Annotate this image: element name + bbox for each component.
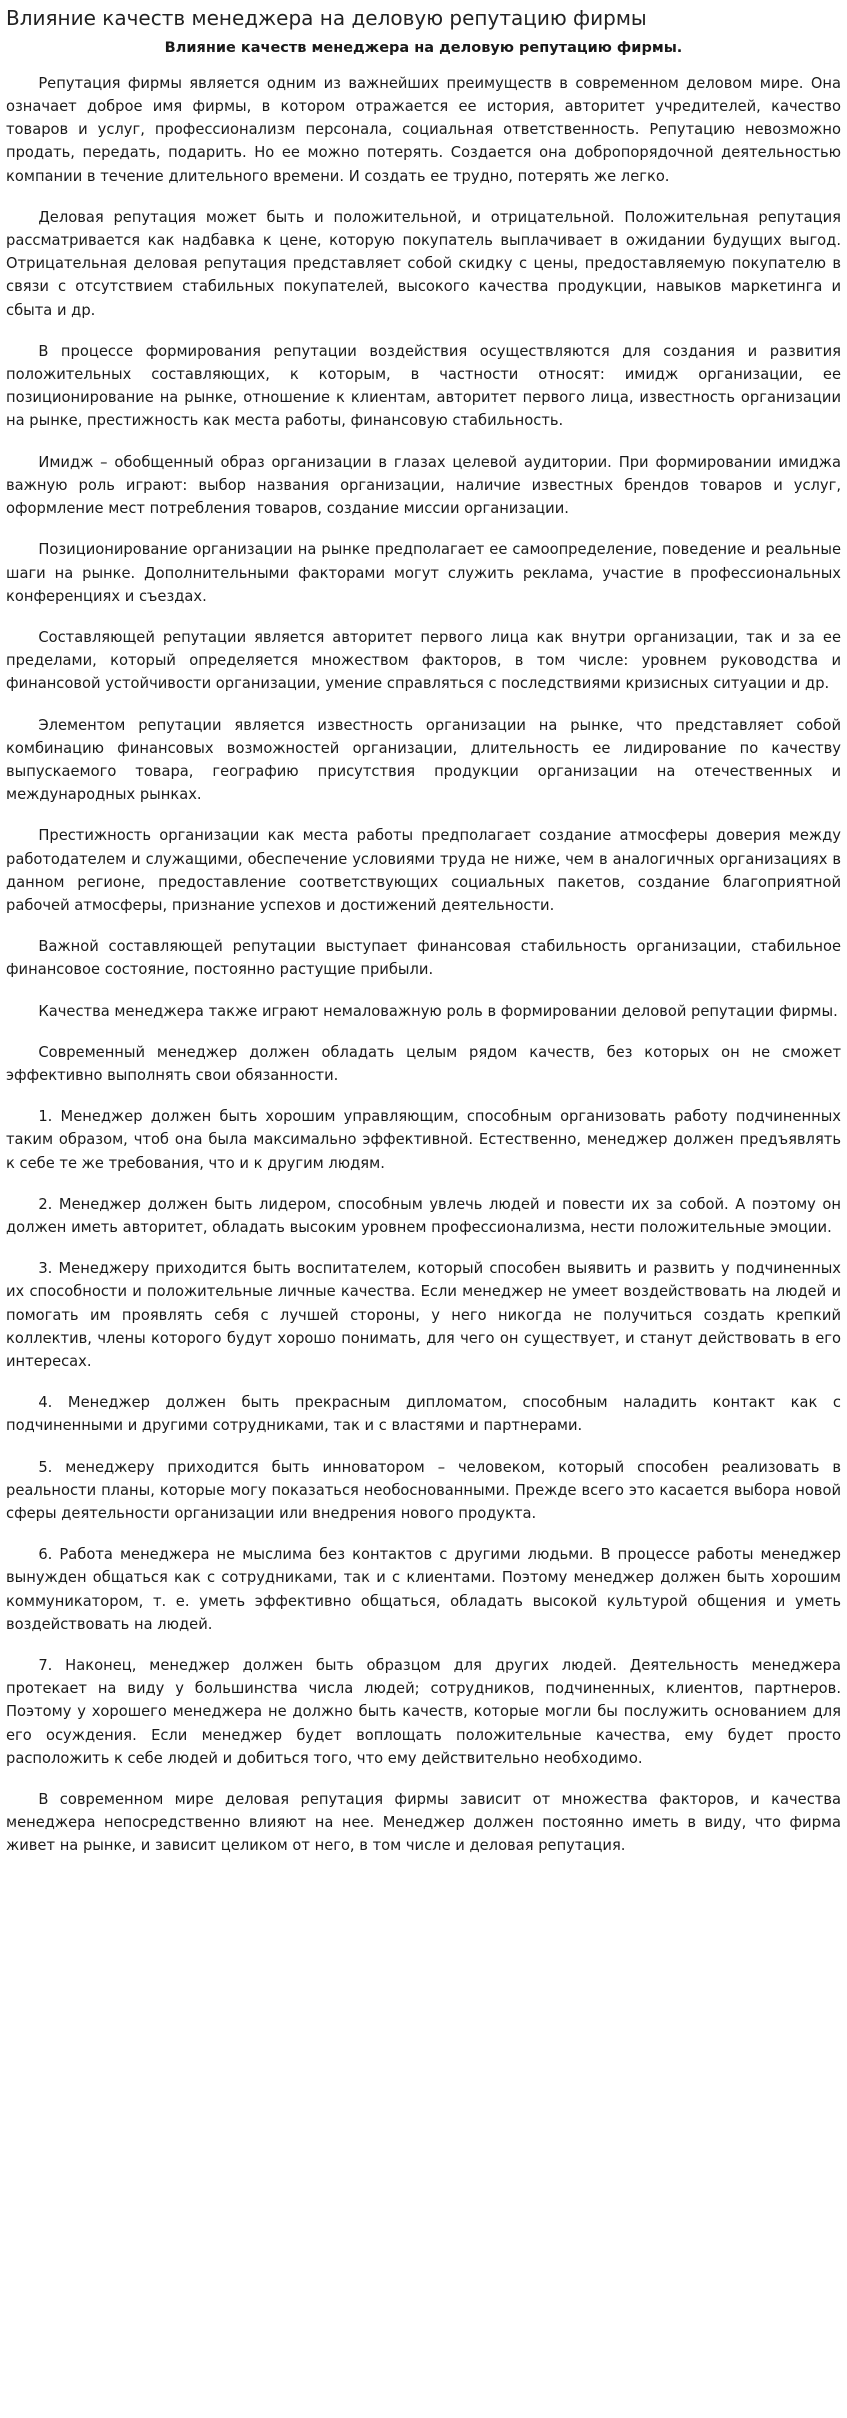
conclusion-paragraph: В современном мире деловая репутация фирмы зависит от множества факторов, и качества менеджера непосредственно влияют на нее. Менеджер должен постоянно иметь в виду, что фирма живет на рынке, и зависит целиком от него, в том числе и деловая репутация. [6,1791,841,1855]
paragraph-4: Имидж – обобщенный образ организации в глазах целевой аудитории. При формировании имиджа важную роль играют: выбор названия организации, наличие известных брендов товаров и услуг, оформление мест потребления товаров, создание миссии организации. [6,453,841,518]
paragraph-9: Важной составляющей репутации выступает финансовая стабильность организации, стабильное финансовое состояние, постоянно растущие прибыли. [6,938,841,979]
paragraph-2: Деловая репутация может быть и положительной, и отрицательной. Положительная репутация рассматривается как надбавка к цене, которую покупатель выплачивает в ожидании будущих выгод. Отрицательная деловая репутация представляет собой скидку с цены, предоставляемую покупателю в связи с отсутствием стабильных покупателей, высокого качества продукции, навыков маркетинга и сбыта и др. [6,208,841,319]
paragraph-1: Репутация фирмы является одним из важнейших преимуществ в современном деловом мире. Она означает доброе имя фирмы, в котором отражается ее история, авторитет учредителей, качество товаров и услуг, профессионализм персонала, социальная ответственность. Репутацию невозможно продать, передать, подарить. Но ее можно потерять. Создается она добропорядочной деятельностью компании в течение длительного времени. И создать ее трудно, потерять же легко. [6,74,841,185]
list-item-2: 2. Менеджер должен быть лидером, способным увлечь людей и повести их за собой. А поэтому он должен иметь авторитет, обладать высоким уровнем профессионализма, нести положительные эмоции. [6,1195,841,1236]
list-item-4: 4. Менеджер должен быть прекрасным дипломатом, способным наладить контакт как с подчиненными и другими сотрудниками, так и с властями и партнерами. [6,1394,841,1435]
paragraph-8: Престижность организации как места работы предполагает создание атмосферы доверия между работодателем и служащими, обеспечение условиями труда не ниже, чем в аналогичных организациях в данном регионе, предоставление соответствующих социальных пакетов, создание благоприятной рабочей атмосферы, признание успехов и достижений деятельности. [6,827,841,914]
paragraph-6: Составляющей репутации является авторитет первого лица как внутри организации, так и за ее пределами, который определяется множеством факторов, в том числе: уровнем руководства и финансовой устойчивости организации, умение справляться с последствиями кризисных ситуации и др. [6,628,841,693]
paragraph-11: Современный менеджер должен обладать целым рядом качеств, без которых он не сможет эффективно выполнять свои обязанности. [6,1043,841,1084]
list-item-5: 5. менеджеру приходится быть инноватором – человеком, который способен реализовать в реальности планы, которые могу показаться необоснованными. Прежде всего это касается выбора новой сферы деятельности организации или внедрения нового продукта. [6,1458,841,1522]
list-item-7: 7. Наконец, менеджер должен быть образцом для других людей. Деятельность менеджера протекает на виду у большинства числа людей; сотрудников, подчиненных, клиентов, партнеров. Поэтому у хорошего менеджера не должно быть качеств, которые могли бы послужить основанием для его осуждения. Если менеджер будет воплощать положительные качества, ему будет просто расположить к себе людей и добиться того, что ему действительно необходимо. [6,1657,841,1767]
article-body [6,72,841,1858]
article-subtitle: Влияние качеств менеджера на деловую репутацию фирмы. [164,40,683,56]
list-item-3: 3. Менеджеру приходится быть воспитателем, который способен выявить и развить у подчиненных их способности и положительные личные качества. Если менеджер не умеет воздействовать на людей и помогать им проявлять себя с лучшей стороны, у него никогда не получиться создать крепкий коллектив, члены которого будут хорошо понимать, для чего он существует, и станут действовать в его интересах. [6,1260,841,1370]
list-item-6: 6. Работа менеджера не мыслима без контактов с другими людьми. В процессе работы менеджер вынужден общаться как с сотрудниками, так и с клиентами. Поэтому менеджер должен быть хорошим коммуникатором, т. е. уметь эффективно общаться, обладать высокой культурой общения и уметь воздействовать на людей. [6,1546,841,1633]
list-item-1: 1. Менеджер должен быть хорошим управляющим, способным организовать работу подчиненных таким образом, чтоб она была максимально эффективной. Естественно, менеджер должен предъявлять к себе те же требования, что и к другим людям. [6,1108,841,1172]
paragraph-10: Качества менеджера также играют немаловажную роль в формировании деловой репутации фирмы. [38,1002,838,1020]
page-title: Влияние качеств менеджера на деловую репутацию фирмы [6,6,647,30]
paragraph-5: Позиционирование организации на рынке предполагает ее самоопределение, поведение и реальные шаги на рынке. Дополнительными факторами могут служить реклама, участие в профессиональных конференциях и съездах. [6,541,841,605]
paragraph-3: В процессе формирования репутации воздействия осуществляются для создания и развития положительных составляющих, к которым, в частности относят: имидж организации, ее позиционирование на рынке, отношение к клиентам, авторитет первого лица, известность организации на рынке, престижность как места работы, финансовую стабильность. [6,342,841,430]
paragraph-7: Элементом репутации является известность организации на рынке, что представляет собой комбинацию финансовых возможностей организации, длительность ее лидирование по качеству выпускаемого товара, географию присутствия продукции организации на отечественных и международных рынках. [6,716,841,804]
